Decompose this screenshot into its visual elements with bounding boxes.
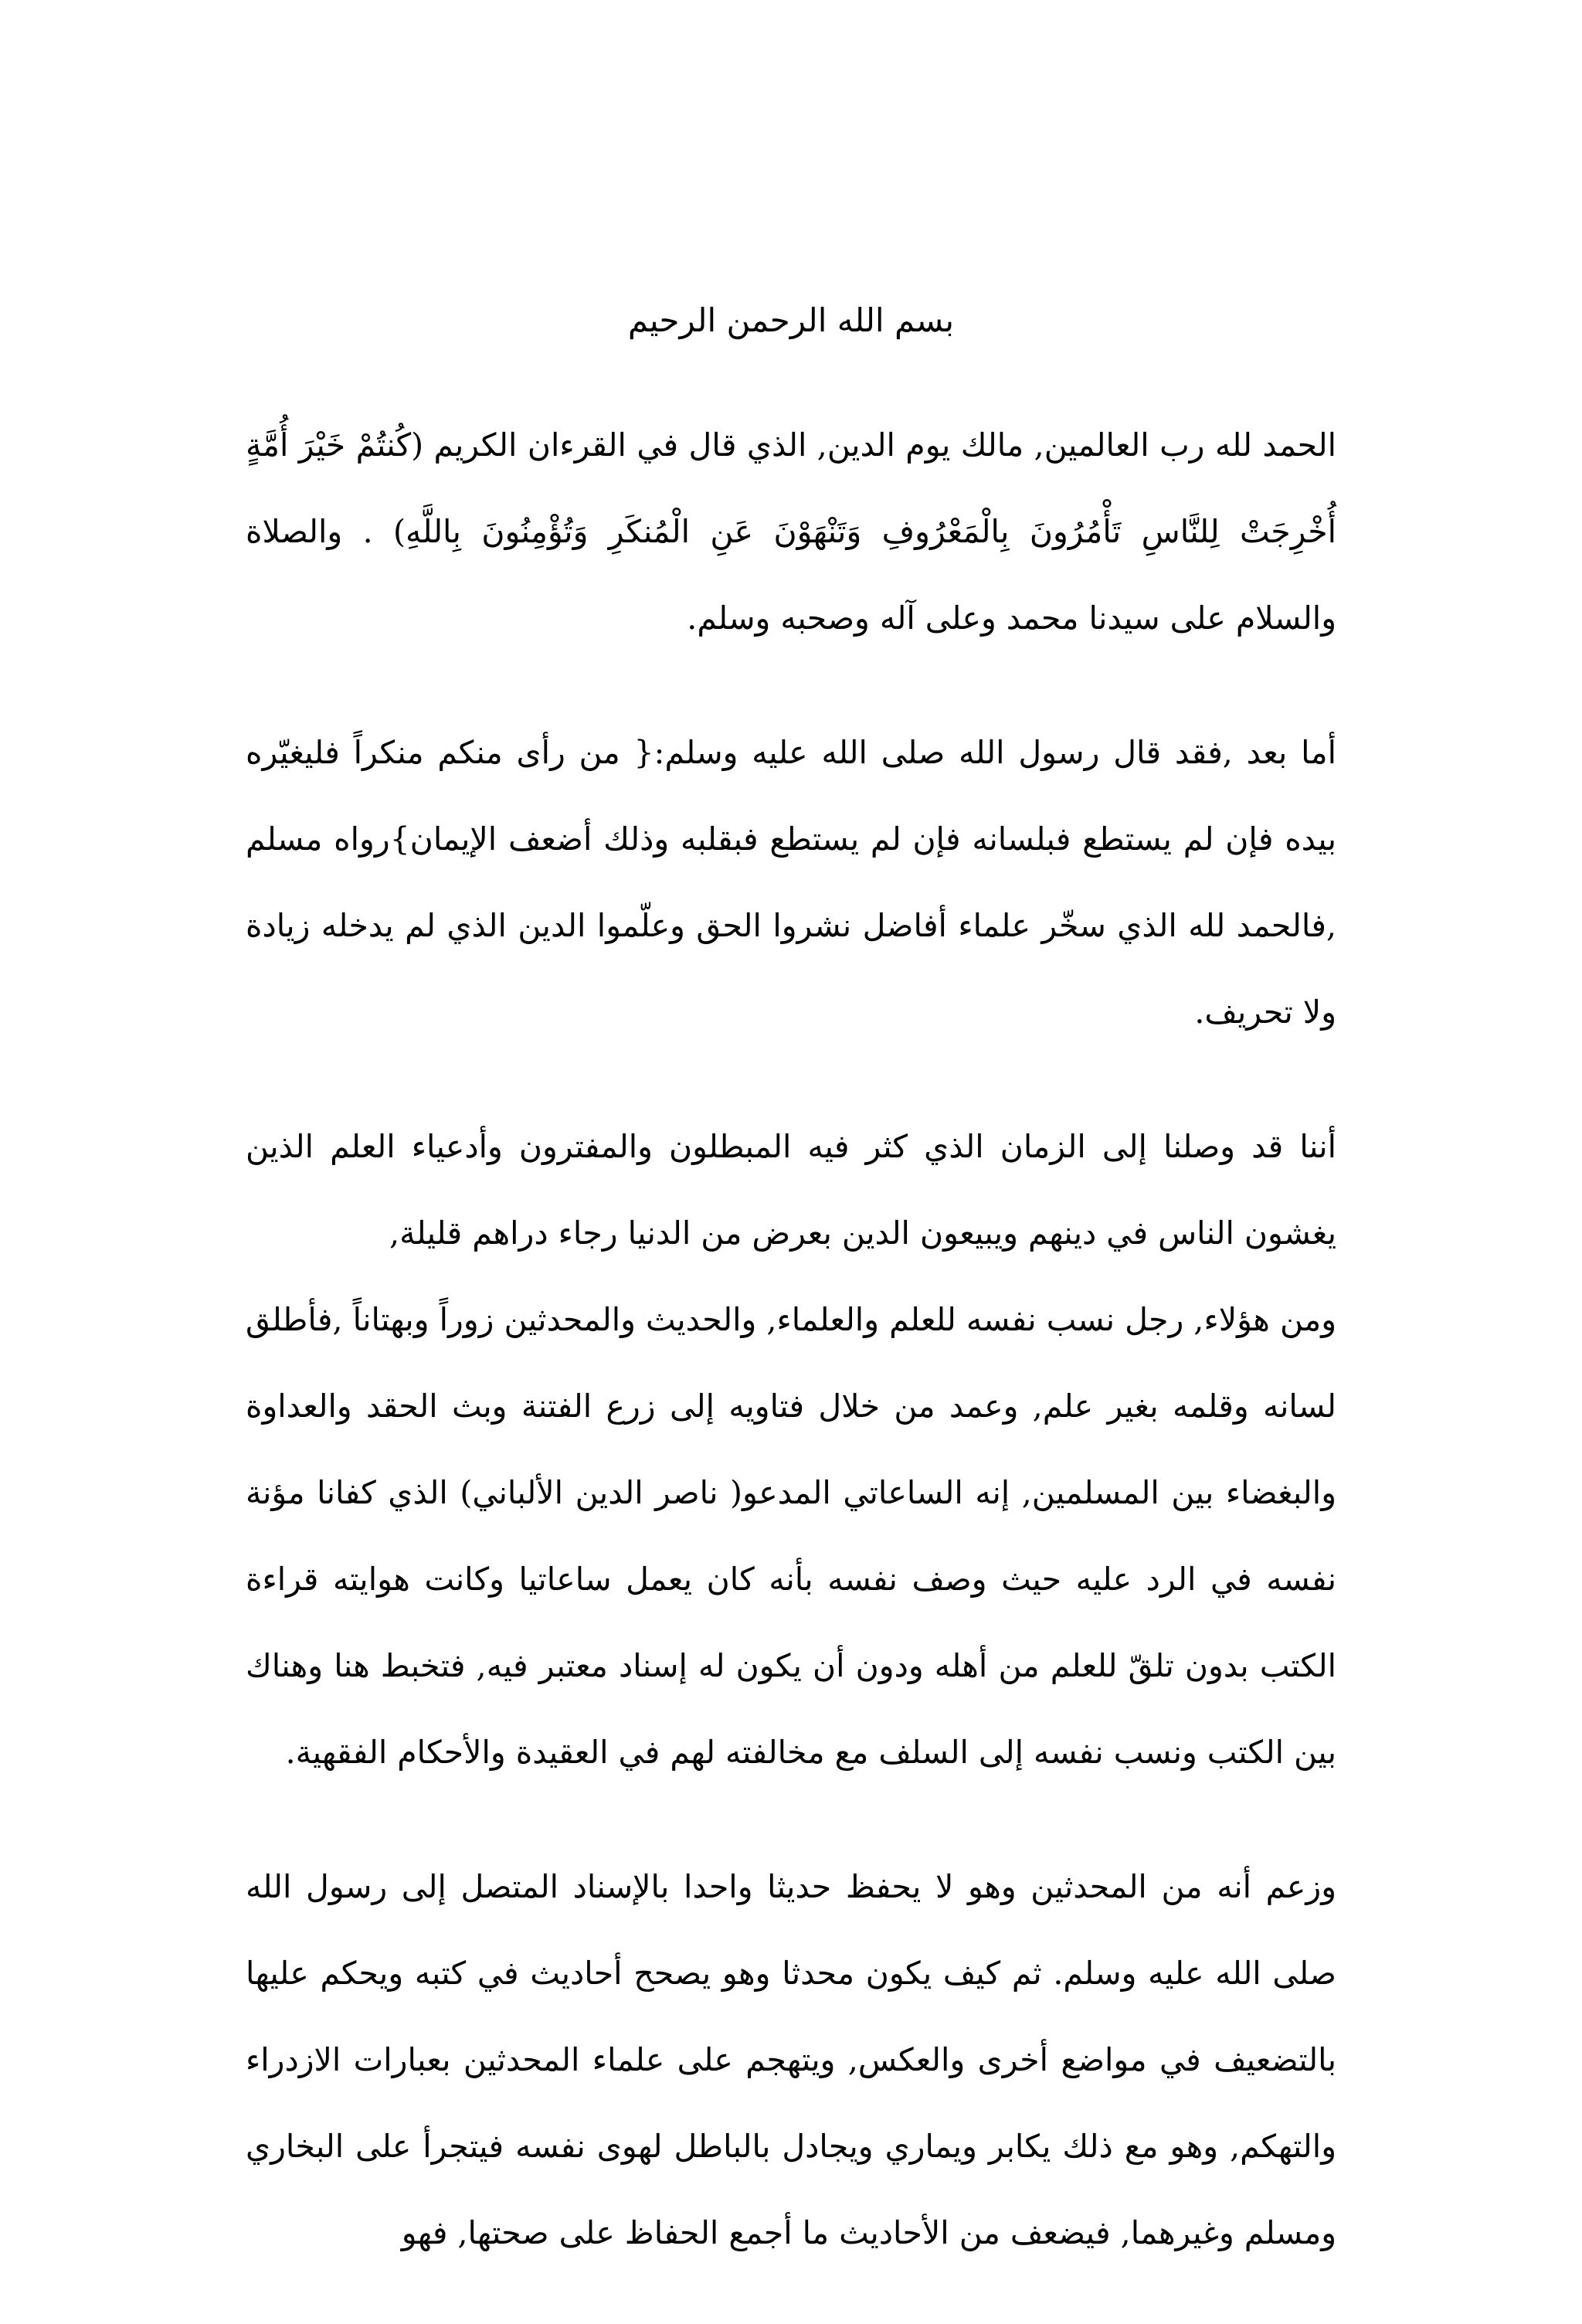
- paragraph-opening-praise: الحمد لله رب العالمين, مالك يوم الدين, الذي قال في القرءان الكريم (كُنتُمْ خَيْرَ أُمَّةٍ أُخْرِجَتْ لِلنَّاسِ تَأْمُرُونَ بِالْمَعْرُوفِ وَتَنْهَوْنَ عَنِ الْمُنكَرِ وَتُؤْمِنُونَ بِاللَّهِ) . والصلاة والسلام على سيدنا محمد وعلى آله وصحبه وسلم.: [246, 426, 1336, 637]
- paragraph-era-description: أننا قد وصلنا إلى الزمان الذي كثر فيه المبطلون والمفترون وأدعياء العلم الذين يغشون الناس في دينهم ويبيعون الدين بعرض من الدنيا رجاء دراهم قليلة,: [246, 1128, 1336, 1252]
- basmala-heading: بسم الله الرحمن الرحيم: [627, 301, 955, 339]
- paragraph-hadith: أما بعد ,فقد قال رسول الله صلى الله عليه وسلم:{ من رأى منكم منكراً فليغيّره بيده فإن لم يستطع فبلسانه فإن لم يستطع فبقلبه وذلك أضعف الإيمان}رواه مسلم ,فالحمد لله الذي سخّر علماء أفاضل نشروا الحق وعلّموا الدين الذي لم يدخله زيادة ولا تحريف.: [246, 734, 1336, 1031]
- document-body: [246, 402, 1336, 2324]
- paragraph-claims-critique: وزعم أنه من المحدثين وهو لا يحفظ حديثا واحدا بالإسناد المتصل إلى رسول الله صلى الله عليه وسلم. ثم كيف يكون محدثا وهو يصحح أحاديث في كتبه ويحكم عليها بالتضعيف في مواضع أخرى والعكس, ويتهجم على علماء المحدثين بعبارات الازدراء والتهكم, وهو مع ذلك يكابر ويماري ويجادل بالباطل لهوى نفسه فيتجرأ على البخاري ومسلم وغيرهما, فيضعف من الأحاديث ما أجمع الحفاظ على صحتها, فهو: [246, 1868, 1336, 2251]
- paragraph-subject-introduction: ومن هؤلاء, رجل نسب نفسه للعلم والعلماء, والحديث والمحدثين زوراً وبهتاناً ,فأطلق لسانه وقلمه بغير علم, وعمد من خلال فتاويه إلى زرع الفتنة وبث الحقد والعداوة والبغضاء بين المسلمين, إنه الساعاتي المدعو( ناصر الدين الألباني) الذي كفانا مؤنة نفسه في الرد عليه حيث وصف نفسه بأنه كان يعمل ساعاتيا وكانت هوايته قراءة الكتب بدون تلقّ للعلم من أهله ودون أن يكون له إسناد معتبر فيه, فتخبط هنا وهناك بين الكتب ونسب نفسه إلى السلف مع مخالفته لهم في العقيدة والأحكام الفقهية.: [246, 1301, 1336, 1771]
